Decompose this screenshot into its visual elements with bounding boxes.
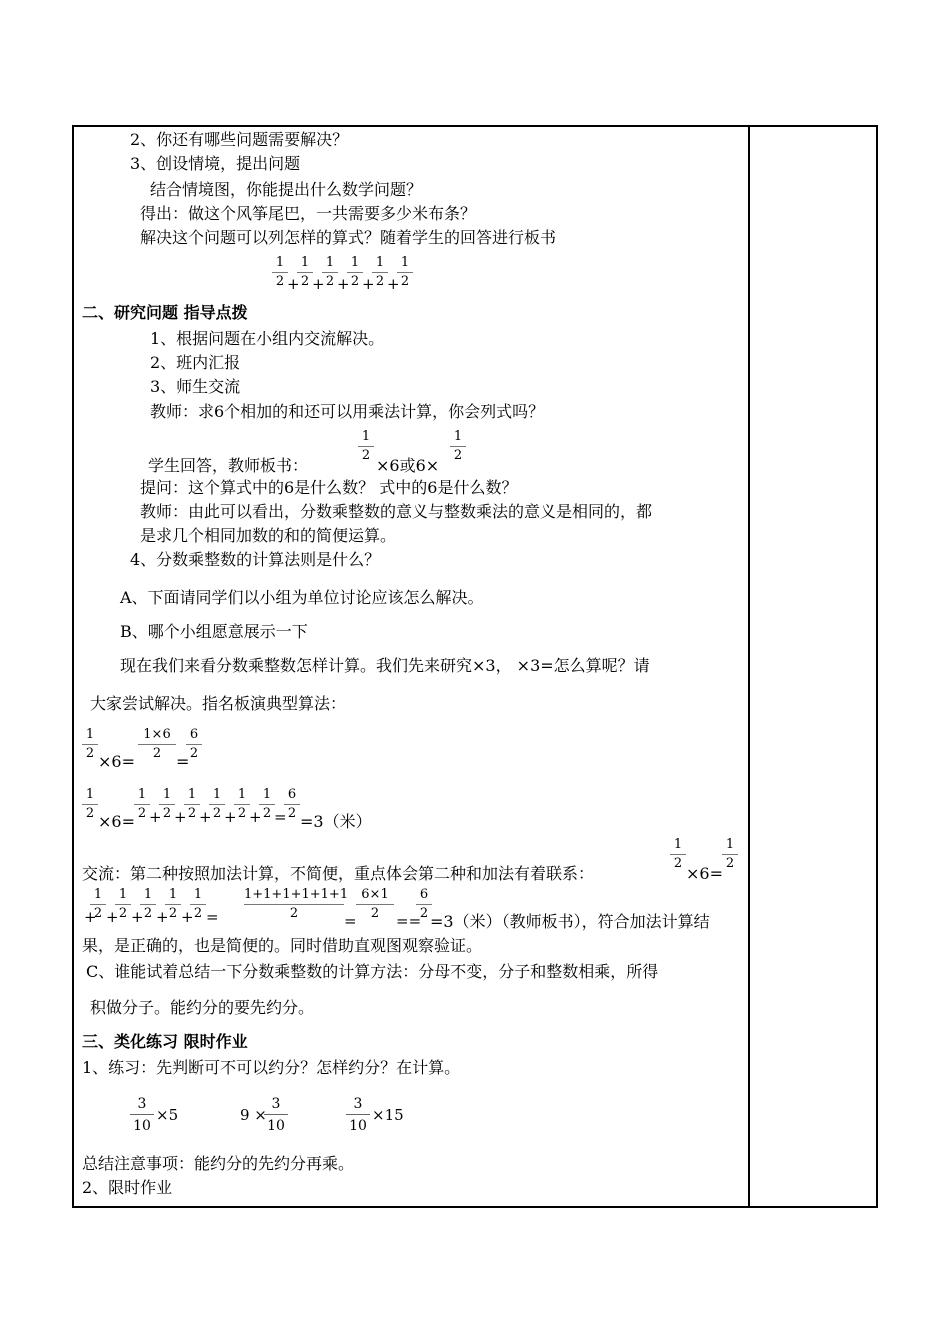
plus-sign: + <box>287 275 300 293</box>
fraction: $\frac{1}{2}$ <box>272 256 288 289</box>
part-c-1: C、谁能试着总结一下分数乘整数的计算方法：分母不变，分子和整数相乘，所得 <box>86 962 659 981</box>
fraction: $\frac{6}{2}$ <box>186 728 202 761</box>
teacher-explanation-1: 教师：由此可以看出，分数乘整数的意义与整数乘法的意义是相同的，都 <box>140 502 653 521</box>
fraction: $\frac{1}{2}$ <box>140 888 156 921</box>
study-intro-2: 大家尝试解决。指名板演典型算法： <box>90 694 347 713</box>
teacher-question: 教师：求6个相加的和还可以用乘法计算，你会列式吗？ <box>150 402 545 421</box>
fraction: $\frac{1}{2}$ <box>358 430 374 463</box>
fraction: $\frac{1}{2}$ <box>234 788 250 821</box>
fraction: $\frac{1}{2}$ <box>82 788 98 821</box>
plus-sign: + <box>337 275 350 293</box>
exchange-text-1: 交流：第二种按照加法计算，不简便，重点体会第二种和加法有着联系： <box>82 864 595 883</box>
solve-question: 解决这个问题可以列怎样的算式？随着学生的回答进行板书 <box>140 228 557 247</box>
fraction: 3 10 <box>264 1096 288 1134</box>
fraction: $\frac{1}{2}$ <box>115 888 131 921</box>
practice-2: 2、限时作业 <box>82 1178 173 1197</box>
section-2-heading: 二、研究问题 指导点拨 <box>82 303 248 322</box>
fraction: $\frac{6}{2}$ <box>284 788 300 821</box>
fraction: $\frac{1}{2}$ <box>184 788 200 821</box>
column-divider <box>748 125 750 1208</box>
fraction: $\frac{1}{2}$ <box>450 430 466 463</box>
section-3-heading: 三、类化练习 限时作业 <box>82 1032 248 1051</box>
fraction: $\frac{1}{2}$ <box>722 838 738 871</box>
fraction: $\frac{1}{2}$ <box>322 256 338 289</box>
fraction: $\frac{1}{2}$ <box>134 788 150 821</box>
plus-sign: + <box>362 275 375 293</box>
fraction: $\frac{1+1+1+1+1+1}{2}$ <box>244 887 349 921</box>
step-1: 1、根据问题在小组内交流解决。 <box>150 329 385 348</box>
fraction: $\frac{1}{2}$ <box>259 788 275 821</box>
study-intro-1: 现在我们来看分数乘整数怎样计算。我们先来研究×3， ×3=怎么算呢？请 <box>120 656 650 675</box>
fraction: $\frac{1}{2}$ <box>347 256 363 289</box>
fraction: 3 10 <box>130 1096 154 1134</box>
fraction: $\frac{1}{2}$ <box>397 256 413 289</box>
fraction: 3 10 <box>346 1096 370 1134</box>
fraction: $\frac{6\times 1}{2}$ <box>356 888 394 921</box>
plus-sign: + <box>387 275 400 293</box>
fraction: $\frac{1}{2}$ <box>165 888 181 921</box>
fraction: $\frac{1\times 6}{2}$ <box>138 728 176 761</box>
question-3: 3、创设情境，提出问题 <box>130 154 301 173</box>
fraction: $\frac{1}{2}$ <box>90 888 106 921</box>
student-expression: ×6或6× <box>376 456 440 475</box>
fraction: $\frac{1}{2}$ <box>670 838 686 871</box>
practice-1: 1、练习：先判断可不可以约分？怎样约分？在计算。 <box>82 1058 461 1077</box>
fraction: $\frac{1}{2}$ <box>209 788 225 821</box>
fraction: $\frac{1}{2}$ <box>82 728 98 761</box>
scene-question: 结合情境图，你能提出什么数学问题？ <box>150 180 423 199</box>
plus-sign: + <box>312 275 325 293</box>
step-3: 3、师生交流 <box>150 377 241 396</box>
exchange-text-2: 果，是正确的，也是简便的。同时借助直观图观察验证。 <box>82 936 483 955</box>
fraction: $\frac{1}{2}$ <box>190 888 206 921</box>
fraction: $\frac{1}{2}$ <box>372 256 388 289</box>
fraction: $\frac{1}{2}$ <box>159 788 175 821</box>
step-4: 4、分数乘整数的计算法则是什么？ <box>130 550 381 569</box>
part-c-2: 积做分子。能约分的要先约分。 <box>90 998 315 1017</box>
fraction: $\frac{1}{2}$ <box>297 256 313 289</box>
result-question: 得出：做这个风筝尾巴，一共需要多少米布条？ <box>140 204 477 223</box>
fraction: $\frac{6}{2}$ <box>416 888 432 921</box>
part-b: B、哪个小组愿意展示一下 <box>120 622 308 641</box>
summary-note: 总结注意事项：能约分的先约分再乘。 <box>82 1154 355 1173</box>
ask-question: 提问：这个算式中的6是什么数？ 式中的6是什么数？ <box>140 478 518 497</box>
step-2: 2、班内汇报 <box>150 353 241 372</box>
document-page: 2、你还有哪些问题需要解决？ 3、创设情境，提出问题 结合情境图，你能提出什么数学问题？ 得出：做这个风筝尾巴，一共需要多少米布条？ 解决这个问题可以列怎样的算式？随着学生的回答进行板书 $\frac{1}{2}$ + $\frac{1}{2}$ + $\frac{1}{2}$ + $\frac{1}{2}$ + $\frac{1}{2}$ + $\frac{1}{2}$ 二、研究问题 指导点拨 1、根据问题在小组内交流解决。 2、班内汇报 3、师生交流 教师：求6个相加的和还可以用乘法计算，你会列式吗？ 学生回答，教师板书： $\frac{1}{2}$ ×6或6× $\frac{1}{2}$ 提问：这个算式中的6是什么数？ 式中的6是什么数？ 教师：由此可以看出，分数乘整数的意义与整数乘法的意义是相同的，都 是求几个相同加数的和的简便运算。 4、分数乘整数的计算法则是什么？ A、下面请同学们以小组为单位讨论应该怎么解决。 B、哪个小组愿意展示一下 现在我们来看分数乘整数怎样计算。我们先来研究×3， ×3=怎么算呢？请 大家尝试解决。指名板演典型算法： $\frac{1}{2}$ ×6= $\frac{1\times 6}{2}$ = $\frac{6}{2}$ $\frac{1}{2}$ ×6= $\frac{1}{2}$ + $\frac{1}{2}$ + $\frac{1}{2}$ + $\frac{1}{2}$ + $\frac{1}{2}$ + $\frac{1}{2}$ = $\frac{6}{2}$ =3（米） 交流：第二种按照加法计算，不简便，重点体会第二种和加法有着联系： $\frac{1}{2}$ ×6= $\frac{1}{2}$ $\frac{1}{2}$ + + $\frac{1}{2}$ + $\frac{1}{2}$ + $\frac{1}{2}$ + $\frac{1}{2}$ = $\frac{1+1+1+1+1+1}{2}$ = $\frac{6\times 1}{2}$ == $\frac{6}{2}$ =3（米）（教师板书），符合加法计算结 果，是正确的，也是简便的。同时借助直观图观察验证。 C、谁能试着总结一下分数乘整数的计算方法：分母不变，分子和整数相乘，所得 积做分子。能约分的要先约分。 三、类化练习 限时作业 1、练习：先判断可不可以约分？怎样约分？在计算。 3 10 ×5 9 × 3 10 3 10 ×15 总结注意事项：能约分的先约分再乘。 2、限时作业 <box>0 0 950 1344</box>
part-a: A、下面请同学们以小组为单位讨论应该怎么解决。 <box>120 588 484 607</box>
teacher-explanation-2: 是求几个相同加数的和的简便运算。 <box>140 526 397 545</box>
question-2: 2、你还有哪些问题需要解决？ <box>130 130 349 149</box>
student-answer: 学生回答，教师板书： <box>148 456 309 475</box>
